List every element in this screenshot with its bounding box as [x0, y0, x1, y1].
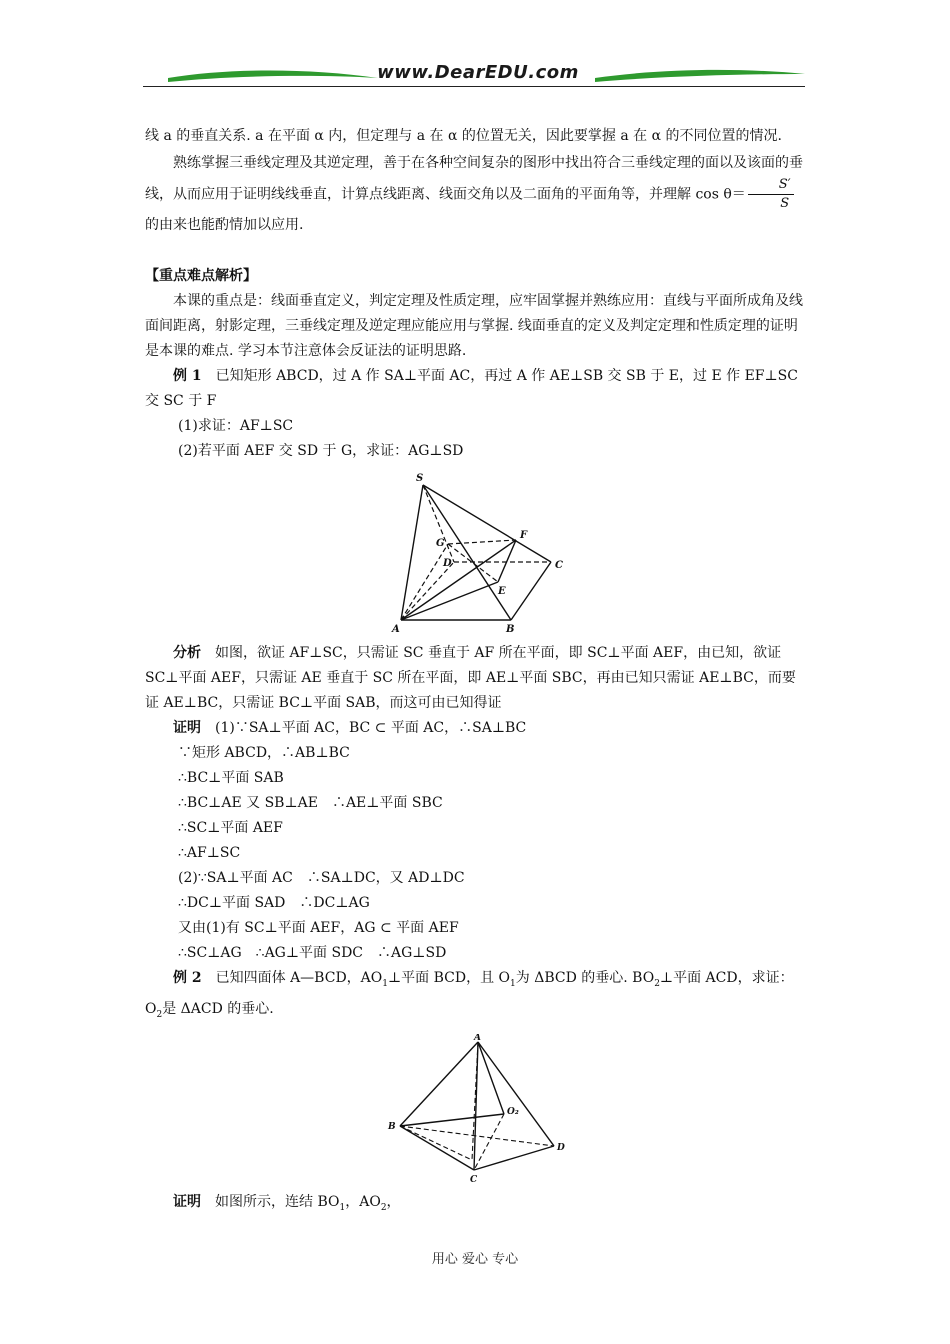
proof-label: 证明: [173, 720, 201, 736]
proof-line-4: ∴SC⊥平面 AEF: [178, 820, 283, 836]
proof-2-label: 证明: [173, 1193, 201, 1210]
paragraph-1: 线 a 的垂直关系. a 在平面 α 内，但定理与 a 在 α 的位置无关，因此要掌握 a 在 α 的不同位置的情况.: [145, 128, 782, 144]
analysis-label: 分析: [173, 645, 201, 661]
analysis-paragraph: [145, 641, 807, 716]
subscript-2c: 2: [380, 1202, 387, 1213]
example-2-text-c: 为 ΔBCD 的垂心. BO: [515, 970, 655, 986]
subscript-2b: 2: [156, 1009, 163, 1020]
label-A2: A: [474, 1033, 481, 1043]
label-E: E: [498, 586, 506, 597]
label-D: D: [443, 558, 452, 569]
example-1: [145, 364, 807, 414]
example-2-text-a: 已知四面体 A—BCD，AO: [215, 970, 383, 986]
analysis-text: 如图，欲证 AF⊥SC，只需证 SC 垂直于 AF 所在平面，即 SC⊥平面 AEF，由已知，欲证 SC⊥平面 AEF，只需证 AE 垂直于 SC 所在平面，即 AE⊥平面 SBC，再由已知只需证 AE⊥BC，而要证 AE⊥BC，只需证 BC⊥平面 SAB，而这可由已知得证: [145, 645, 796, 711]
label-D2: D: [557, 1142, 565, 1153]
example-2-text-b: ⊥平面 BCD，且 O: [388, 970, 511, 986]
proof-2-text-b: ，AO: [345, 1193, 381, 1210]
subscript-1: 1: [382, 978, 388, 989]
label-C: C: [555, 560, 563, 571]
subscript-1b: 1: [510, 978, 516, 989]
example-1-question-2: (2)若平面 AEF 交 SD 于 G，求证：AG⊥SD: [178, 443, 464, 459]
subscript-1c: 1: [339, 1202, 346, 1213]
label-C2: C: [470, 1174, 478, 1184]
example-1-text: 已知矩形 ABCD，过 A 作 SA⊥平面 AC，再过 A 作 AE⊥SB 交 SB 于 E，过 E 作 EF⊥SC 交 SC 于 F: [145, 368, 798, 409]
example-1-question-1: (1)求证：AF⊥SC: [178, 418, 294, 434]
label-O2: O₂: [507, 1106, 519, 1117]
right-swoosh-logo: [595, 64, 805, 88]
label-B: B: [506, 624, 515, 635]
example-2-label: 例 2: [173, 970, 202, 986]
subscript-2: 2: [654, 978, 660, 989]
proof-line-2: ∴BC⊥平面 SAB: [178, 770, 284, 786]
proof-2: [145, 1190, 807, 1221]
label-G: G: [436, 538, 445, 549]
example-2-text-d: ⊥平面 ACD，求证：O: [145, 970, 794, 1017]
proof-2-text-a: 如图所示，连结 BO: [215, 1193, 340, 1210]
example-1-label: 例 1: [173, 368, 202, 384]
tetrahedron-figure: [386, 1034, 566, 1184]
proof-2-text-c: ，: [386, 1193, 401, 1210]
proof-line-1: ∵矩形 ABCD，∴AB⊥BC: [178, 745, 350, 761]
label-F: F: [520, 530, 528, 541]
example-2-text-e: 是 ΔACD 的垂心.: [162, 1000, 274, 1017]
proof-line-0: [145, 716, 807, 741]
document-body: [145, 124, 807, 1220]
label-A: A: [392, 624, 400, 635]
fraction-numerator: S′: [748, 176, 794, 195]
left-swoosh-logo: [168, 64, 378, 88]
label-S: S: [416, 473, 424, 484]
fraction-denominator: S: [780, 196, 790, 211]
section-heading: 【重点难点解析】: [145, 268, 257, 284]
paragraph-2-text: 熟练掌握三垂线定理及其逆定理，善于在各种空间复杂的图形中找出符合三垂线定理的面以及该面的垂线，从而应用于证明线线垂直，计算点线距离、线面交角以及二面角的平面角等，并理解 cos θ＝: [145, 155, 803, 203]
page-header: [143, 60, 805, 90]
proof-line-9: ∴SC⊥AG ∴AG⊥平面 SDC ∴AG⊥SD: [178, 945, 447, 961]
example-2: [145, 966, 807, 1028]
proof-line-8: 又由(1)有 SC⊥平面 AEF，AG ⊂ 平面 AEF: [178, 920, 459, 936]
paragraph-2-tail: 的由来也能酌情加以应用.: [145, 217, 304, 233]
pyramid-figure: [386, 470, 566, 635]
paragraph-3: 本课的重点是：线面垂直定义，判定定理及性质定理，应牢固掌握并熟练应用：直线与平面所成角及线面间距离，射影定理，三垂线定理及逆定理应能应用与掌握. 线面垂直的定义及判定定理和性质定理的证明是本课的难点. 学习本节注意体会反证法的证明思路.: [145, 293, 803, 359]
proof-text-0: (1)∵SA⊥平面 AC，BC ⊂ 平面 AC，∴SA⊥BC: [215, 720, 527, 736]
proof-line-6: (2)∵SA⊥平面 AC ∴SA⊥DC，又 AD⊥DC: [178, 870, 465, 886]
proof-line-5: ∴AF⊥SC: [178, 845, 241, 861]
page-footer: 用心 爱心 专心: [431, 1252, 519, 1267]
header-rule: [143, 86, 805, 87]
fraction: [748, 176, 794, 213]
proof-line-7: ∴DC⊥平面 SAD ∴DC⊥AG: [178, 895, 370, 911]
paragraph-2: [145, 151, 807, 238]
label-B2: B: [388, 1121, 396, 1132]
site-logo-text: www.DearEDU.com: [377, 62, 579, 83]
proof-line-3: ∴BC⊥AE 又 SB⊥AE ∴AE⊥平面 SBC: [178, 795, 443, 811]
